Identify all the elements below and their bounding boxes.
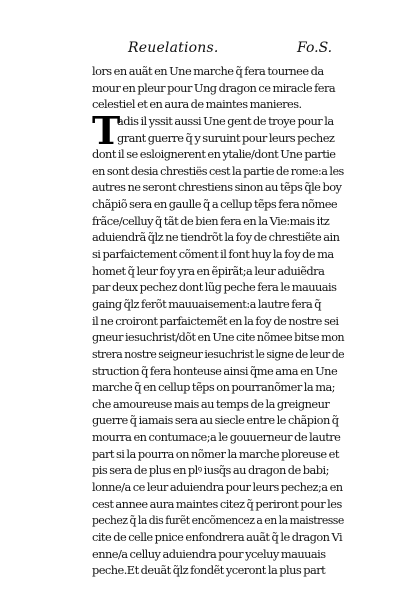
text-line: aduiendrã q̃lz ne tiendrõt la foy de chrestiẽte ain — [92, 230, 340, 245]
text-line: che amoureuse mais au temps de la greigneur — [92, 396, 330, 411]
text-line: gaing q̃lz ferõt mauuaisement:a lautre fera q̃ — [92, 296, 322, 311]
text-line: par deux pechez dont lũg peche fera le mauuais — [92, 280, 337, 295]
text-line: lonne/a ce leur aduiendra pour leurs pechez;a en — [92, 480, 343, 495]
text-line: autres ne seront chrestiens sinon au tẽps q̃le boy — [92, 180, 342, 195]
folio-number: Fo.S. — [297, 40, 333, 56]
text-line: il ne croiront parfaictemẽt en la foy de nostre sei — [92, 313, 339, 328]
text-line: marche q̃ en cellup tẽps on pourranõmer la ma; — [92, 380, 335, 395]
text-line: si parfaictement cõment il font huy la foy de ma — [92, 247, 334, 262]
text-line: enne/a celluy aduiendra pour yceluy mauuais — [92, 546, 326, 561]
running-head — [0, 40, 403, 60]
text-line: dont il se esloignerent en ytalie/dont Une partie — [92, 147, 336, 162]
text-line: mourra en contumace;a le gouuerneur de lautre — [92, 430, 341, 445]
text-line: pechez q̃ la dis furẽt encõmencez a en la maistresse — [92, 513, 344, 528]
text-line: gneur iesuchrist/dõt en Une cite nõmee bitse mon — [92, 330, 345, 345]
text-line: cest annee aura maintes citez q̃ periront pour les — [92, 496, 342, 511]
text-line: strera nostre seigneur iesuchrist le signe de leur de — [92, 346, 345, 361]
body-text — [92, 63, 344, 579]
text-line: lors en auãt en Une marche q̃ fera tournee da — [92, 64, 324, 78]
drop-cap-initial: T — [92, 108, 121, 153]
text-line: celestiel et en aura de maintes manieres. — [92, 97, 302, 112]
text-line: chãpiõ sera en gaulle q̃ a cellup tẽps fera nõmee — [92, 197, 338, 212]
text-line: grant guerre q̃ y suruint pour leurs pechez — [117, 130, 335, 145]
text-line: guerre q̃ iamais sera au siecle entre le chãpion q̃ — [92, 413, 339, 428]
text-line: homet q̃ leur foy yra en ẽpirãt;a leur aduiẽdra — [92, 263, 325, 278]
text-line: mour en pleur pour Ung dragon ce miracle fera — [92, 80, 336, 95]
running-title: Reuelations. — [128, 40, 219, 56]
text-line: frãce/celluy q̃ tãt de bien fera en la Vie:mais itz — [92, 213, 330, 228]
text-line: peche.Et deuãt q̃lz fondẽt yceront la plus part — [92, 563, 326, 578]
text-line: adis il yssit aussi Une gent de troye pour la — [117, 113, 334, 128]
text-line: struction q̃ fera honteuse ainsi q̃me ama en Une — [92, 363, 338, 378]
text-line: pis sera de plus en plꝰ iusq̃s au dragon de babi; — [92, 463, 329, 478]
text-line: en sont desia chrestiës cest la partie de rome:a les — [92, 163, 344, 178]
text-line: part si la pourra on nõmer la marche ploreuse et — [92, 446, 339, 461]
text-line: cite de celle pnice enfondrera auãt q̃ le dragon Vi — [92, 529, 343, 544]
